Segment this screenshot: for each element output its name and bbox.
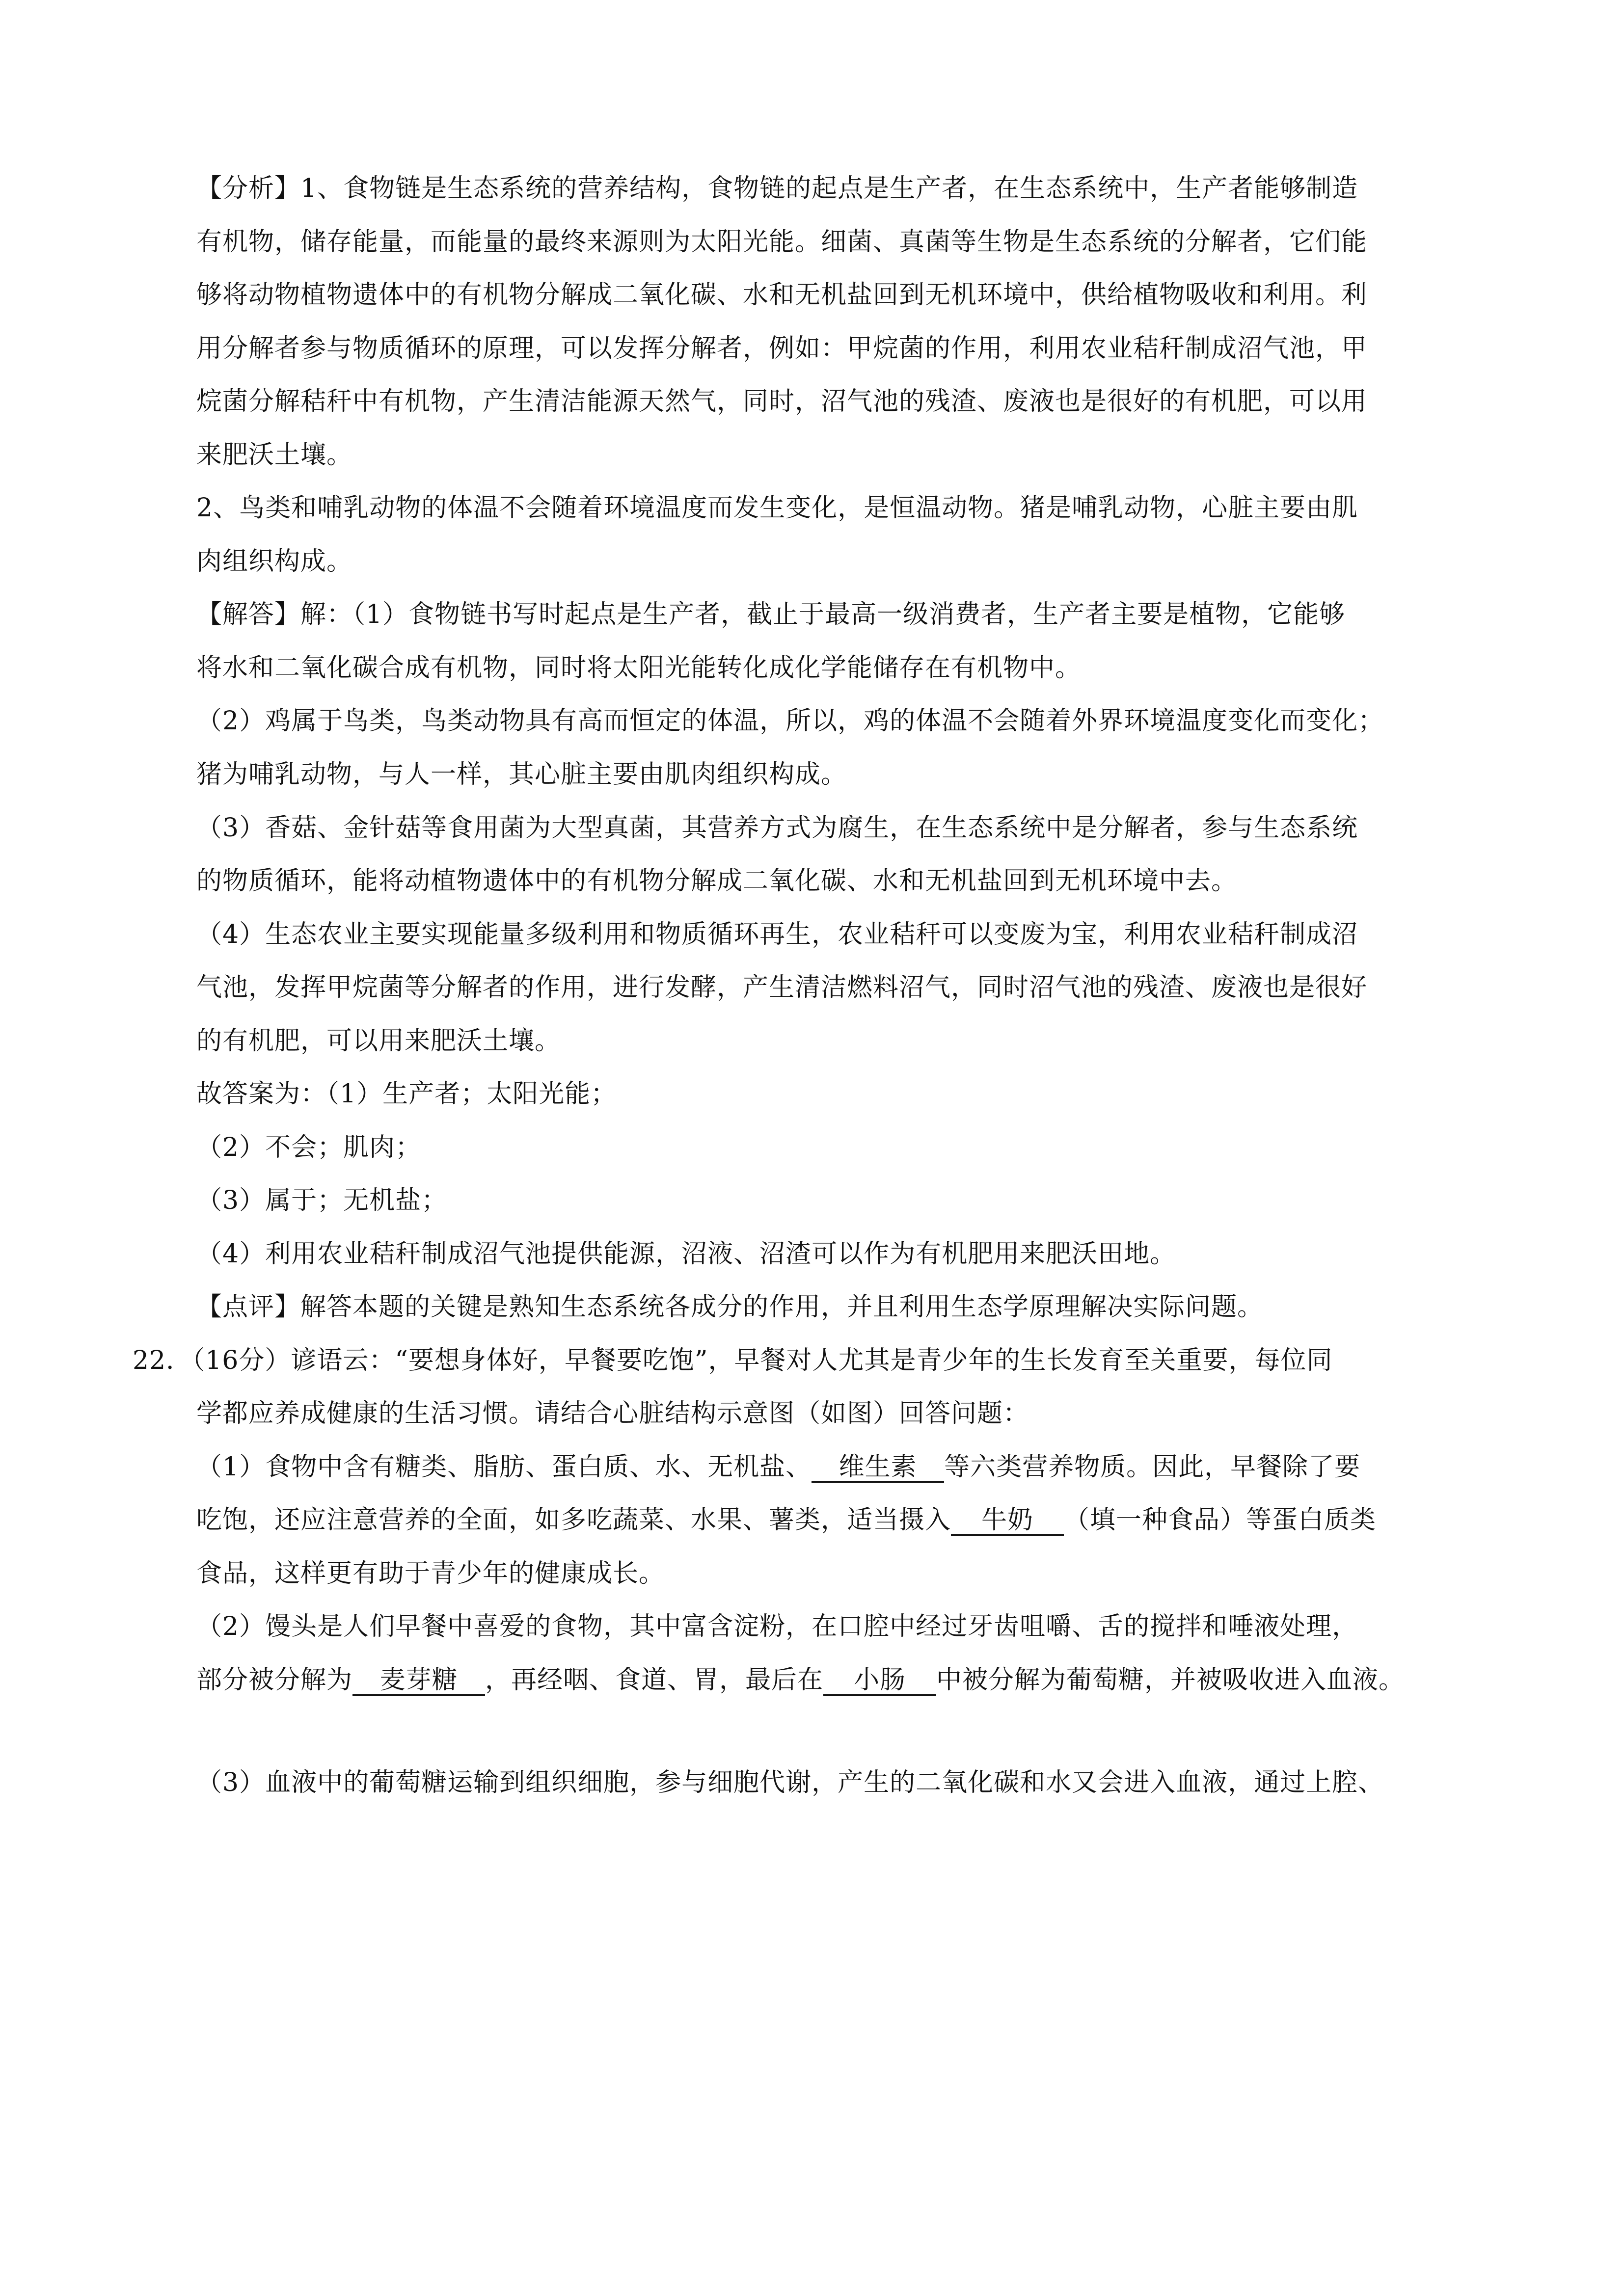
question22-part2-line-2: [196, 1664, 1405, 1696]
answers-line-1: 故答案为：（1）生产者；太阳光能；: [196, 1079, 617, 1109]
question22-stem-line-2: 学都应养成健康的生活习惯。请结合心脏结构示意图（如图）回答问题：: [196, 1399, 1029, 1428]
question22-stem-line-1: 22．（16分）谚语云：“要想身体好，早餐要吃饱”，早餐对人尤其是青少年的生长发育至关重要，每位同: [133, 1346, 1333, 1375]
question22-part2-line-1: （2）馒头是人们早餐中喜爱的食物，其中富含淀粉，在口腔中经过牙齿咀嚼、舌的搅拌和唾液处理，: [196, 1612, 1358, 1641]
q22-part2-text-a: 部分被分解为: [196, 1665, 353, 1695]
question22-part1-line-1: [196, 1451, 1360, 1483]
q22-part1-text-b: 等六类营养物质。因此，早餐除了要: [944, 1452, 1361, 1482]
solution-line-2: 将水和二氧化碳合成有机物，同时将太阳光能转化成化学能储存在有机物中。: [196, 653, 1082, 683]
solution-line-6: 的物质循环，能将动植物遗体中的有机物分解成二氧化碳、水和无机盐回到无机环境中去。: [196, 866, 1238, 896]
question22-part1-line-3: 食品，这样更有助于青少年的健康成长。: [196, 1559, 665, 1588]
analysis-line-3: 够将动物植物遗体中的有机物分解成二氧化碳、水和无机盐回到无机环境中，供给植物吸收和利用。利: [196, 280, 1368, 310]
answer-blank-maltose: 麦芽糖: [352, 1666, 485, 1696]
answers-line-4: （4）利用农业秸秆制成沼气池提供能源，沼液、沼渣可以作为有机肥用来肥沃田地。: [196, 1239, 1176, 1269]
answer-blank-milk: 牛奶: [951, 1506, 1064, 1536]
answer-blank-vitamin: 维生素: [812, 1453, 944, 1483]
solution-line-9: 的有机肥，可以用来肥沃土壤。: [196, 1026, 561, 1056]
analysis-line-2: 有机物，储存能量，而能量的最终来源则为太阳光能。细菌、真菌等生物是生态系统的分解者，它们能: [196, 227, 1368, 257]
answers-line-3: （3）属于；无机盐；: [196, 1186, 448, 1215]
analysis-line-4: 用分解者参与物质循环的原理，可以发挥分解者，例如：甲烷菌的作用，利用农业秸秆制成沼气池，甲: [196, 334, 1368, 363]
analysis-line-5: 烷菌分解秸秆中有机物，产生清洁能源天然气，同时，沼气池的残渣、废液也是很好的有机肥，可以用: [196, 387, 1368, 416]
q22-part2-text-c: 中被分解为葡萄糖，并被吸收进入血液。: [936, 1665, 1405, 1695]
q22-part2-text-b: ，再经咽、食道、胃，最后在: [485, 1665, 824, 1695]
solution-line-4: 猪为哺乳动物，与人一样，其心脏主要由肌肉组织构成。: [196, 760, 847, 789]
analysis-line-7: 2、鸟类和哺乳动物的体温不会随着环境温度而发生变化，是恒温动物。猪是哺乳动物，心脏主要由肌: [196, 493, 1358, 523]
answers-line-2: （2）不会；肌肉；: [196, 1133, 422, 1162]
analysis-line-1: 【分析】1、食物链是生态系统的营养结构，食物链的起点是生产者，在生态系统中，生产者能够制造: [196, 174, 1358, 203]
question22-part3-line-1: （3）血液中的葡萄糖运输到组织细胞，参与细胞代谢，产生的二氧化碳和水又会进入血液，通过上腔、: [196, 1768, 1384, 1797]
question22-part1-line-2: [196, 1504, 1376, 1536]
solution-line-8: 气池，发挥甲烷菌等分解者的作用，进行发酵，产生清洁燃料沼气，同时沼气池的残渣、废液也是很好: [196, 973, 1368, 1002]
analysis-line-8: 肉组织构成。: [196, 547, 353, 576]
analysis-line-6: 来肥沃土壤。: [196, 440, 353, 470]
comment-line: 【点评】解答本题的关键是熟知生态系统各成分的作用，并且利用生态学原理解决实际问题。: [196, 1292, 1264, 1322]
q22-part1-text-c: 吃饱，还应注意营养的全面，如多吃蔬菜、水果、薯类，适当摄入: [196, 1505, 951, 1535]
solution-line-1: 【解答】解：（1）食物链书写时起点是生产者，截止于最高一级消费者，生产者主要是植物，它能够: [196, 600, 1346, 629]
answer-blank-small-intestine: 小肠: [823, 1666, 936, 1696]
q22-part1-text-d: （填一种食品）等蛋白质类: [1064, 1505, 1377, 1535]
solution-line-5: （3）香菇、金针菇等食用菌为大型真菌，其营养方式为腐生，在生态系统中是分解者，参与生态系统: [196, 813, 1358, 843]
solution-line-3: （2）鸡属于鸟类，鸟类动物具有高而恒定的体温，所以，鸡的体温不会随着外界环境温度变化而变化；: [196, 706, 1384, 736]
q22-part1-text-a: （1）食物中含有糖类、脂肪、蛋白质、水、无机盐、: [196, 1452, 812, 1482]
solution-line-7: （4）生态农业主要实现能量多级利用和物质循环再生，农业秸秆可以变废为宝，利用农业秸秆制成沼: [196, 920, 1358, 949]
